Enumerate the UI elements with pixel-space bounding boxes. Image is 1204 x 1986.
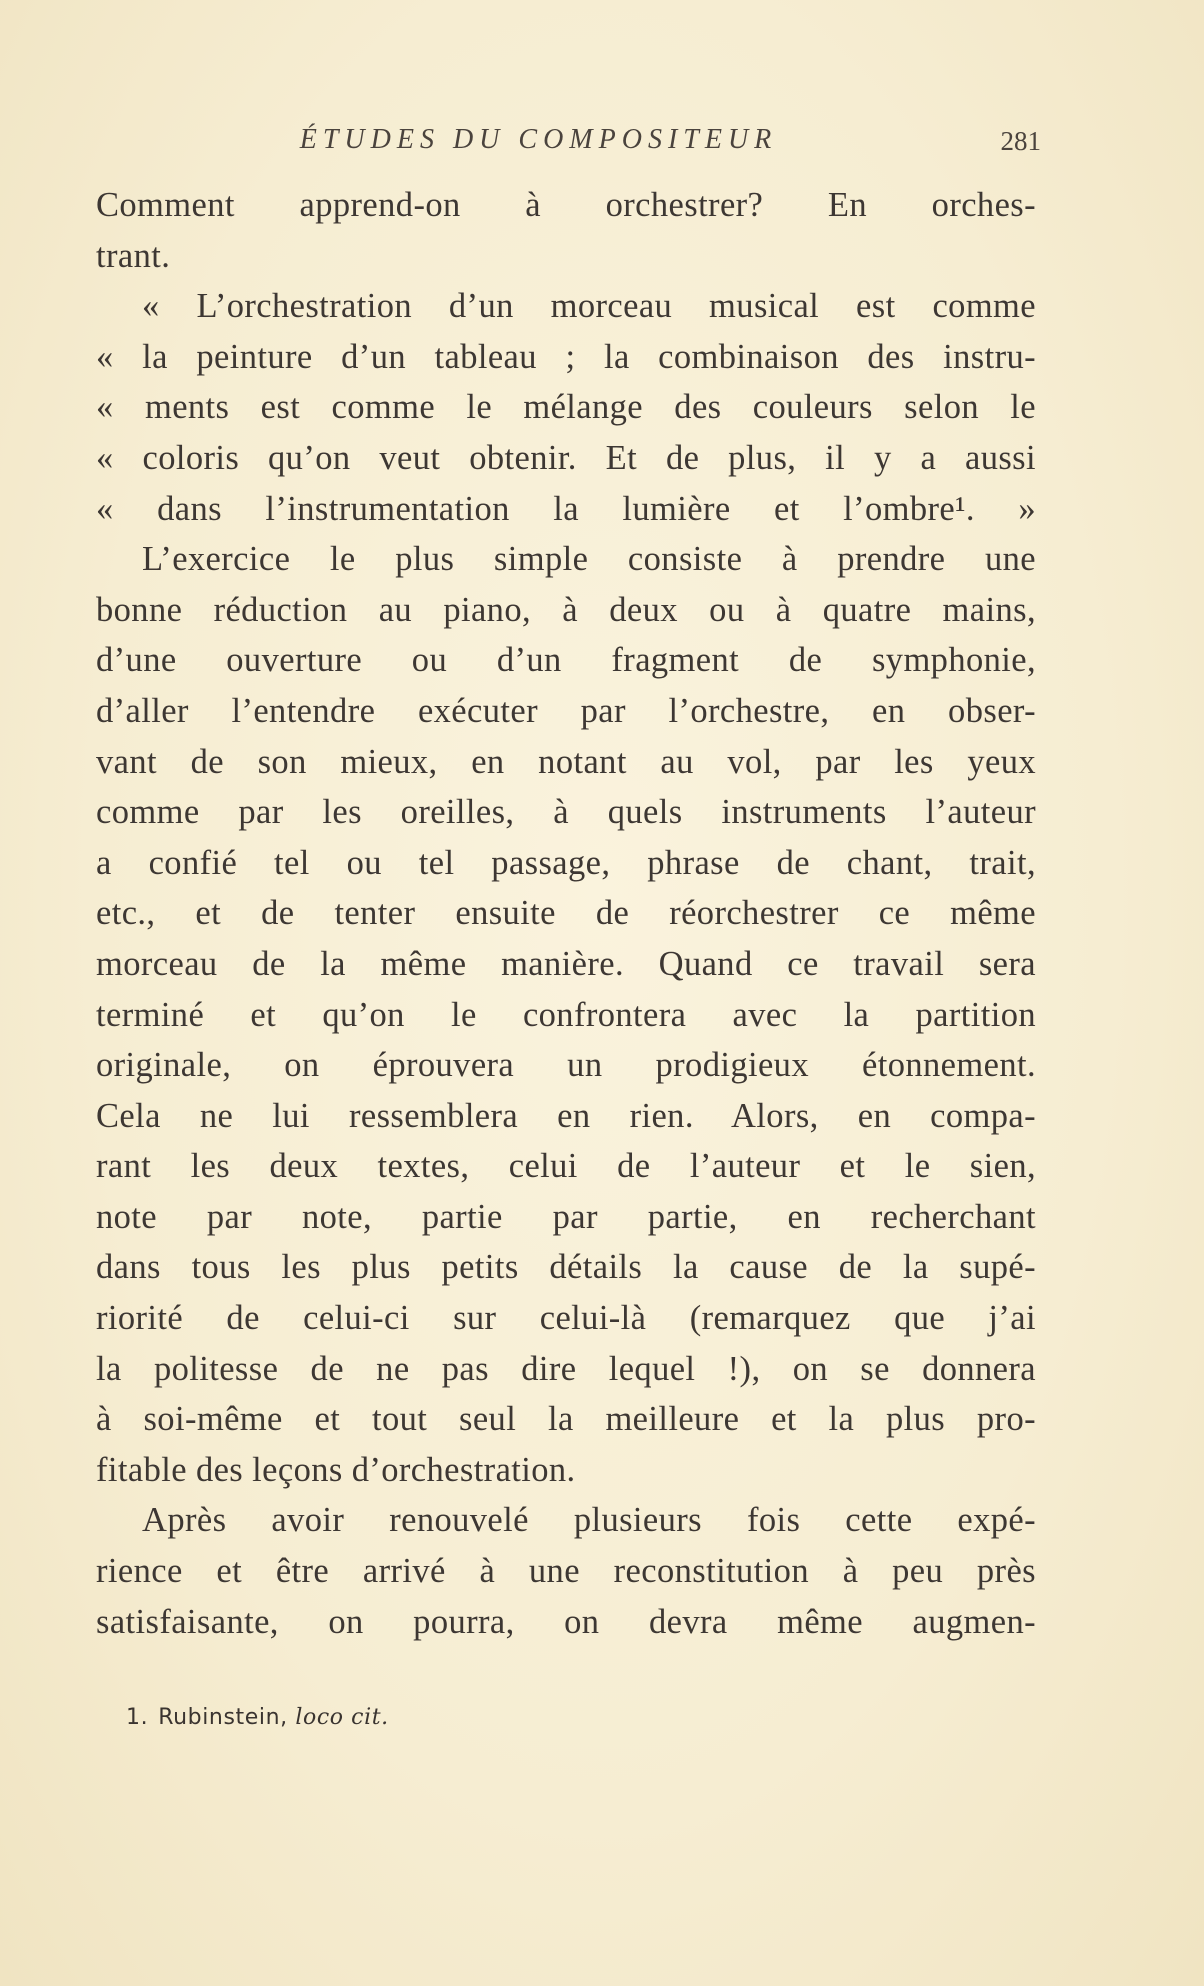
text-line: morceau de la même manière. Quand ce travail sera — [96, 944, 1036, 983]
footnote-reference: loco cit. — [295, 1705, 389, 1730]
text-line: rience et être arrivé à une reconstitution à peu près — [96, 1552, 1036, 1591]
text-line: dans tous les plus petits détails la cause de la supé- — [96, 1248, 1036, 1287]
text-line: « coloris qu’on veut obtenir. Et de plus, il y a aussi — [96, 438, 1036, 477]
text-line: d’aller l’entendre exécuter par l’orchestre, en obser- — [96, 691, 1036, 730]
text-line: a confié tel ou tel passage, phrase de chant, trait, — [96, 843, 1036, 882]
running-title: ÉTUDES DU COMPOSITEUR — [299, 124, 778, 155]
body-text — [96, 180, 1036, 1647]
text-line: fitable des leçons d’orchestration. — [96, 1450, 576, 1489]
text-line: trant. — [96, 236, 171, 275]
footnote-author: Rubinstein, — [158, 1705, 288, 1730]
text-line: « dans l’instrumentation la lumière et l’ombre¹. » — [96, 489, 1036, 528]
text-line: satisfaisante, on pourra, on devra même augmen- — [96, 1602, 1036, 1641]
text-line: terminé et qu’on le confrontera avec la partition — [96, 995, 1036, 1034]
text-line: la politesse de ne pas dire lequel !), on se donnera — [96, 1349, 1036, 1388]
text-line: L’exercice le plus simple consiste à prendre une — [142, 540, 1036, 579]
footnote — [126, 1705, 389, 1730]
text-line: riorité de celui-ci sur celui-là (remarquez que j’ai — [96, 1299, 1036, 1338]
text-line: bonne réduction au piano, à deux ou à quatre mains, — [96, 590, 1036, 629]
text-line: Cela ne lui ressemblera en rien. Alors, en compa- — [96, 1096, 1036, 1135]
text-line: « ments est comme le mélange des couleurs selon le — [96, 388, 1036, 427]
text-line: originale, on éprouvera un prodigieux étonnement. — [96, 1046, 1036, 1085]
text-line: Comment apprend-on à orchestrer? En orches- — [96, 186, 1036, 224]
text-line: « L’orchestration d’un morceau musical est comme — [142, 287, 1036, 326]
text-line: Après avoir renouvelé plusieurs fois cette expé- — [142, 1501, 1036, 1540]
footnote-number: 1. — [126, 1705, 149, 1730]
page-number: 281 — [1000, 126, 1041, 156]
text-line: à soi-même et tout seul la meilleure et la plus pro- — [96, 1400, 1036, 1439]
text-line: note par note, partie par partie, en recherchant — [96, 1197, 1036, 1236]
text-line: etc., et de tenter ensuite de réorchestrer ce même — [96, 894, 1036, 933]
text-line: rant les deux textes, celui de l’auteur et le sien, — [96, 1147, 1036, 1186]
text-line: vant de son mieux, en notant au vol, par les yeux — [96, 742, 1036, 781]
text-line: « la peinture d’un tableau ; la combinaison des instru- — [96, 337, 1036, 376]
text-line: comme par les oreilles, à quels instruments l’auteur — [96, 793, 1036, 832]
text-line: d’une ouverture ou d’un fragment de symphonie, — [96, 641, 1036, 680]
running-head — [96, 124, 1041, 164]
